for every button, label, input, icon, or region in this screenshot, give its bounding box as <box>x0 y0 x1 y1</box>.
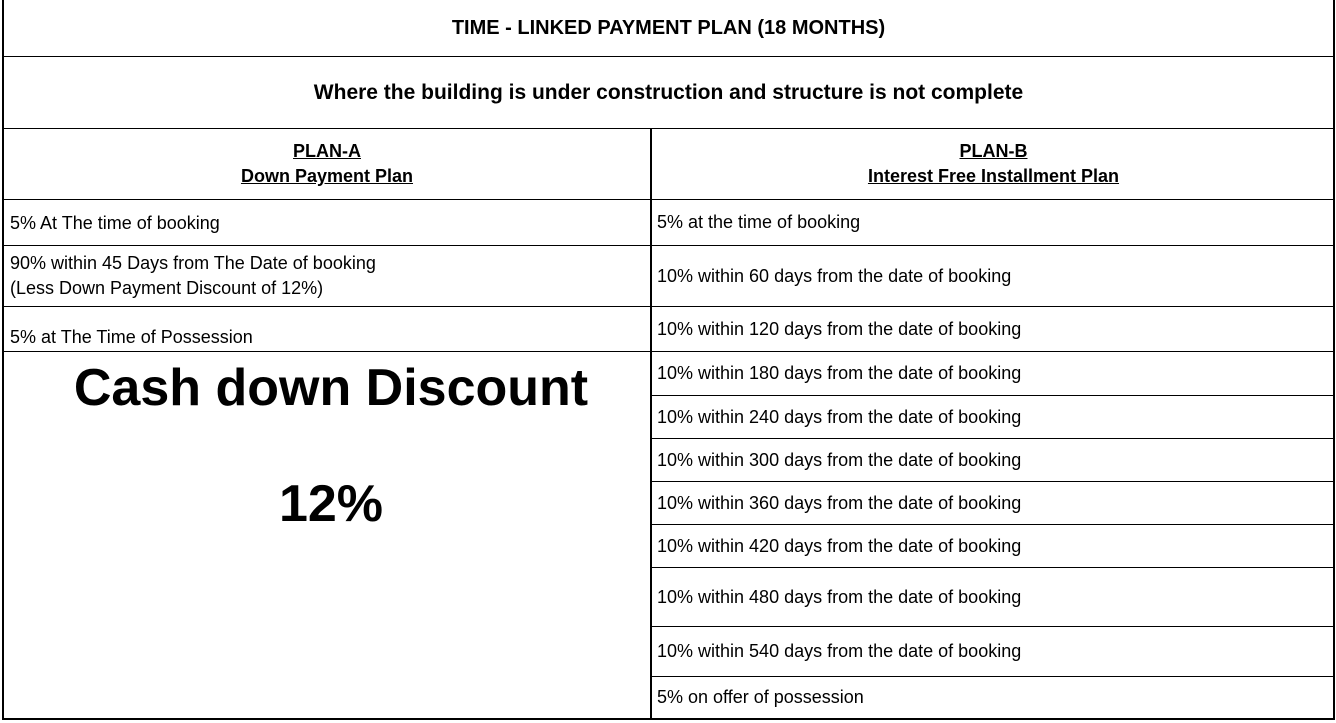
plan-b-name: PLAN-B <box>959 141 1028 161</box>
plan-b-row-text: 10% within 300 days from the date of booking <box>657 449 1022 470</box>
plan-b-row-text: 10% within 420 days from the date of booking <box>657 535 1022 556</box>
discount-value: 12% <box>278 475 384 533</box>
plan-b-row-text: 5% on offer of possession <box>657 687 864 707</box>
plan-b-type: Interest Free Installment Plan <box>867 166 1120 186</box>
plan-a-type: Down Payment Plan <box>240 166 414 186</box>
plan-b-row <box>652 352 1335 396</box>
plan-b-row <box>652 677 1335 718</box>
plan-b-row <box>652 525 1335 568</box>
plan-b-row <box>652 246 1335 307</box>
plan-b-row-text: 10% within 240 days from the date of booking <box>657 406 1022 427</box>
plan-a-row-text: 90% within 45 Days from The Date of booking <box>10 253 376 273</box>
plan-a-row <box>4 200 650 246</box>
plan-a-row-note: (Less Down Payment Discount of 12%) <box>10 278 324 298</box>
plan-a-row-text: 5% at The Time of Possession <box>10 327 253 347</box>
plan-b-row-text: 5% at the time of booking <box>657 212 861 232</box>
plan-a-row <box>4 246 650 307</box>
plan-b-row <box>652 200 1335 246</box>
plan-b-row-text: 10% within 540 days from the date of booking <box>657 641 1022 661</box>
plan-b-row <box>652 482 1335 525</box>
payment-plan-table <box>2 0 1335 720</box>
discount-label: Cash down Discount <box>73 359 589 417</box>
plan-b-row <box>652 439 1335 482</box>
table-subtitle: Where the building is under construction and structure is not complete <box>4 57 1333 129</box>
plan-b-row-text: 10% within 360 days from the date of booking <box>657 492 1022 513</box>
plan-b-row <box>652 568 1335 627</box>
plan-a-row <box>4 307 650 352</box>
plan-b-row-text: 10% within 120 days from the date of booking <box>657 318 1022 339</box>
plan-b-row <box>652 396 1335 439</box>
plan-b-row-text: 10% within 480 days from the date of booking <box>657 586 1022 607</box>
plan-b-header <box>652 129 1335 200</box>
table-title: TIME - LINKED PAYMENT PLAN (18 MONTHS) <box>4 0 1333 57</box>
plan-b-row <box>652 627 1335 677</box>
plan-a-row-text: 5% At The time of booking <box>10 212 220 233</box>
plan-b-row <box>652 307 1335 352</box>
plan-b-row-text: 10% within 180 days from the date of booking <box>657 363 1022 383</box>
plan-a-name: PLAN-A <box>293 141 361 161</box>
plan-a-header <box>4 129 650 200</box>
plan-b-row-text: 10% within 60 days from the date of booking <box>657 265 1012 286</box>
